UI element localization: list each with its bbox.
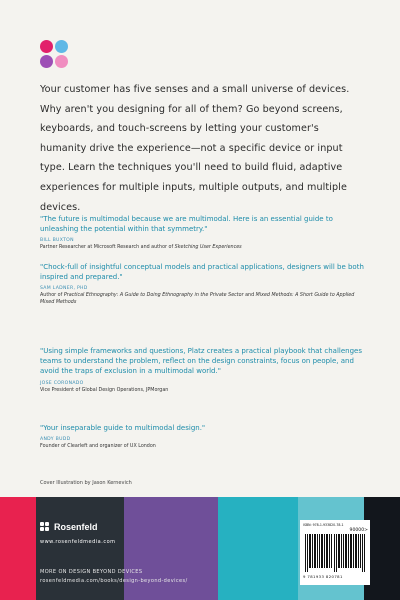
endorsement-quote: "The future is multimodal because we are multimodal. Here is an essential guide to unleashing the potential within that symmetry." (40, 215, 333, 234)
illustration-credit: Cover Illustration by Jason Kernevich (40, 480, 132, 486)
isbn-barcode (300, 520, 370, 585)
barcode-bars (304, 534, 366, 572)
endorsement-title: Author of Practical Ethnography: A Guide to Doing Ethnography in the Private Sector and Mixed Methods: A Short Guide to Applied Mixed Methods (40, 293, 355, 306)
endorsement-title: Partner Researcher at Microsoft Research and author of Sketching User Experiences (40, 245, 242, 251)
endorsement (40, 262, 364, 306)
price-code: 90000> (349, 528, 368, 533)
endorsement-name: ANDY BUDD (40, 437, 71, 443)
color-band-footer (0, 497, 400, 600)
endorsement (40, 423, 364, 450)
publisher-url[interactable]: www.rosenfeldmedia.com (40, 539, 116, 545)
logo-dot (40, 40, 53, 53)
more-on-book-label: MORE ON DESIGN BEYOND DEVICES (40, 569, 143, 575)
endorsement-name: JOSE CORONADO (40, 380, 84, 386)
endorsement-name: SAM LADNER, PHD (40, 286, 88, 292)
color-band (124, 497, 218, 600)
color-band (0, 497, 36, 600)
book-description: Your customer has five senses and a small universe of devices. Why aren't you designing for all of them? Go beyond screens, keyboards, and touch-screens by letting your customer's humanity drive the experience—not a specific device or input type. Learn the techniques you'll need to build fluid, adaptive experiences for multiple inputs, multiple outputs, and multiple devices. (40, 84, 350, 213)
rosenfeld-mark-icon (40, 522, 51, 532)
publisher-name: Rosenfeld (54, 522, 98, 532)
endorsement-title: Vice President of Global Design Operations, JPMorgan (40, 387, 169, 393)
isbn-label: ISBN: 978-1-933820-78-1 (303, 523, 344, 527)
endorsement-title: Founder of Clearleft and organizer of UX London (40, 444, 156, 450)
book-page-url[interactable]: rosenfeldmedia.com/books/design-beyond-devices/ (40, 578, 188, 584)
endorsement-quote: "Using simple frameworks and questions, Platz creates a practical playbook that challenges teams to understand the problem, reflect on the design constraints, focus on people, and avoid the traps of exclusion in a multimodal world." (40, 347, 362, 376)
color-band (218, 497, 298, 600)
endorsement-quote: "Chock-full of insightful conceptual models and practical applications, designers will be both inspired and prepared." (40, 263, 364, 282)
barcode-number: 9 781933 820781 (303, 574, 343, 579)
publisher-dots-logo (40, 40, 72, 70)
endorsement-quote: "Your inseparable guide to multimodal design." (40, 424, 206, 432)
logo-dot (40, 55, 53, 68)
endorsement (40, 214, 364, 251)
endorsement-name: BILL BUXTON (40, 238, 74, 244)
endorsement (40, 346, 364, 394)
rosenfeld-logo (40, 522, 98, 532)
logo-dot (55, 40, 68, 53)
logo-dot (55, 55, 68, 68)
color-band (36, 497, 124, 600)
